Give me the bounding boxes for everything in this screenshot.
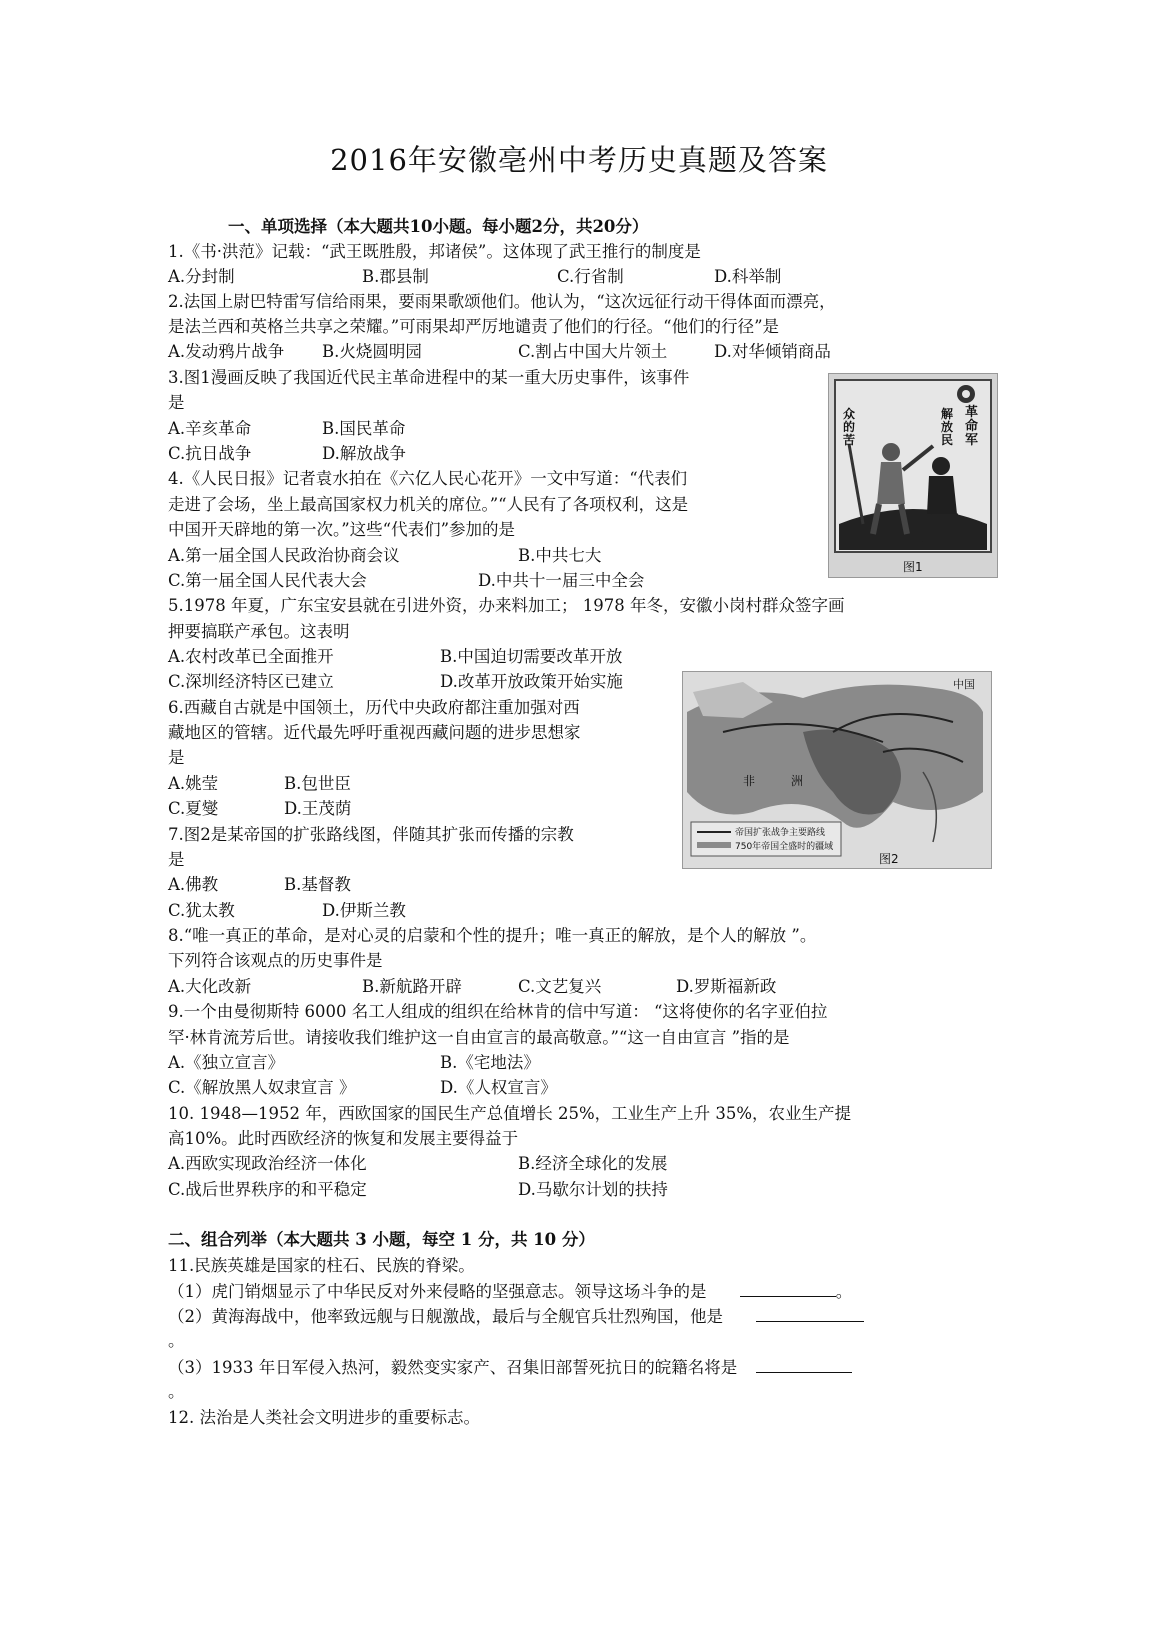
q5-option-d: D.改革开放政策开始实施 xyxy=(440,672,623,691)
q1-option-b: B.郡县制 xyxy=(362,267,429,286)
q4-stem-line1: 4.《人民日报》记者袁水拍在《六亿人民心花开》一文中写道：“代表们 xyxy=(168,469,688,488)
q11-part3-blank[interactable] xyxy=(756,1356,852,1373)
q2-option-b: B.火烧圆明园 xyxy=(322,342,422,361)
q1-stem: 1.《书·洪范》记载：“武王既胜殷，邦诸侯”。这体现了武王推行的制度是 xyxy=(168,242,701,261)
figure2-legend-2: 750年帝国全盛时的疆域 xyxy=(735,842,834,852)
q11-part2 xyxy=(168,1305,864,1328)
q6-stem-line3: 是 xyxy=(168,748,185,767)
q10-stem-line1: 10. 1948—1952 年，西欧国家的国民生产总值增长 25%，工业生产上升 35%，农业生产提 xyxy=(168,1104,852,1123)
q8-option-a: A.大化改新 xyxy=(168,977,252,996)
figure1-slogan-mid: 解放民 xyxy=(941,407,954,447)
q11-part1-blank[interactable] xyxy=(740,1280,836,1297)
q11-part3-text: （3）1933 年日军侵入热河，毅然变实家产、召集旧部誓死抗日的皖籍名将是 xyxy=(168,1358,738,1377)
q4-option-a: A.第一届全国人民政治协商会议 xyxy=(168,546,400,565)
q9-option-a: A.《独立宣言》 xyxy=(168,1053,285,1072)
figure1-caption: 图1 xyxy=(903,560,923,574)
figure2-map-illustration xyxy=(683,672,991,868)
q9-option-d: D.《人权宣言》 xyxy=(440,1078,557,1097)
q7-option-d: D.伊斯兰教 xyxy=(322,901,406,920)
section2-heading: 二、组合列举（本大题共 3 小题，每空 1 分，共 10 分） xyxy=(168,1230,595,1249)
q11-stem: 11.民族英雄是国家的柱石、民族的脊梁。 xyxy=(168,1256,475,1275)
q8-stem-line2: 下列符合该观点的历史事件是 xyxy=(168,951,383,970)
q11-part1 xyxy=(168,1280,852,1303)
q6-stem-line2: 藏地区的管辖。近代最先呼吁重视西藏问题的进步思想家 xyxy=(168,723,581,742)
q3-stem-line2: 是 xyxy=(168,393,185,412)
figure2-label-china: 中国 xyxy=(953,678,975,691)
q3-stem-line1: 3.图1漫画反映了我国近代民主革命进程中的某一重大历史事件，该事件 xyxy=(168,368,690,387)
figure1-cartoon xyxy=(828,373,998,578)
q10-option-a: A.西欧实现政治经济一体化 xyxy=(168,1154,367,1173)
q6-stem-line1: 6.西藏自古就是中国领土，历代中央政府都注重加强对西 xyxy=(168,698,580,717)
q2-stem-line1: 2.法国上尉巴特雷写信给雨果，要雨果歌颂他们。他认为，“这次远征行动干得体面而漂亮， xyxy=(168,292,836,311)
q7-stem-line1: 7.图2是某帝国的扩张路线图，伴随其扩张而传播的宗教 xyxy=(168,825,574,844)
q8-option-c: C.文艺复兴 xyxy=(518,977,602,996)
q7-stem-line2: 是 xyxy=(168,850,185,869)
q11-part1-text: （1）虎门销烟显示了中华民反对外来侵略的坚强意志。领导这场斗争的是 xyxy=(168,1282,707,1301)
q11-part2-text: （2）黄海海战中，他率致远舰与日舰激战，最后与全舰官兵壮烈殉国，他是 xyxy=(168,1307,723,1326)
q11-part3-end: 。 xyxy=(168,1382,185,1401)
q4-option-c: C.第一届全国人民代表大会 xyxy=(168,571,367,590)
section1-heading: 一、单项选择（本大题共10小题。每小题2分，共20分） xyxy=(228,217,649,236)
q9-stem-line1: 9.一个由曼彻斯特 6000 名工人组成的组织在给林肯的信中写道： “这将使你的名字亚伯拉 xyxy=(168,1002,828,1021)
q1-option-c: C.行省制 xyxy=(557,267,624,286)
q4-stem-line3: 中国开天辟地的第一次。”这些“代表们”参加的是 xyxy=(168,520,516,539)
q5-option-a: A.农村改革已全面推开 xyxy=(168,647,334,666)
q4-stem-line2: 走进了会场，坐上最高国家权力机关的席位。”“人民有了各项权利，这是 xyxy=(168,495,689,514)
q10-option-d: D.马歇尔计划的扶持 xyxy=(518,1180,668,1199)
q6-option-a: A.姚莹 xyxy=(168,774,219,793)
q5-stem-line1: 5.1978 年夏，广东宝安县就在引进外资，办来料加工； 1978 年冬，安徽小岗村群众签字画 xyxy=(168,596,845,615)
page-title: 2016年安徽亳州中考历史真题及答案 xyxy=(330,143,828,177)
q3-option-d: D.解放战争 xyxy=(322,444,406,463)
q10-stem-line2: 高10%。此时西欧经济的恢复和发展主要得益于 xyxy=(168,1129,519,1148)
q5-stem-line2: 押要搞联产承包。这表明 xyxy=(168,622,350,641)
q10-option-b: B.经济全球化的发展 xyxy=(518,1154,668,1173)
q8-option-b: B.新航路开辟 xyxy=(362,977,462,996)
q11-part2-blank[interactable] xyxy=(756,1305,864,1322)
q9-stem-line2: 罕·林肯流芳后世。请接收我们维护这一自由宣言的最高敬意。”“这一自由宣言 ”指的是 xyxy=(168,1028,790,1047)
q5-option-c: C.深圳经济特区已建立 xyxy=(168,672,334,691)
q3-option-b: B.国民革命 xyxy=(322,419,406,438)
q1-option-a: A.分封制 xyxy=(168,267,235,286)
q11-part2-end: 。 xyxy=(168,1331,185,1350)
q2-stem-line2: 是法兰西和英格兰共享之荣耀。”可雨果却严厉地谴责了他们的行径。“他们的行径”是 xyxy=(168,317,780,336)
q4-option-b: B.中共七大 xyxy=(518,546,602,565)
q1-option-d: D.科举制 xyxy=(714,267,782,286)
q6-option-d: D.王茂荫 xyxy=(284,799,352,818)
q12-stem: 12. 法治是人类社会文明进步的重要标志。 xyxy=(168,1408,480,1427)
q10-option-c: C.战后世界秩序的和平稳定 xyxy=(168,1180,367,1199)
q4-option-d: D.中共十一届三中全会 xyxy=(478,571,645,590)
figure2-legend-1: 帝国扩张战争主要路线 xyxy=(735,828,826,838)
q2-option-a: A.发动鸦片战争 xyxy=(168,342,285,361)
q5-option-b: B.中国迫切需要改革开放 xyxy=(440,647,623,666)
q8-stem-line1: 8.“唯一真正的革命，是对心灵的启蒙和个性的提升；唯一真正的解放，是个人的解放 ”。 xyxy=(168,926,817,945)
figure2-caption: 图2 xyxy=(879,852,899,866)
figure1-slogan-left: 众的苦 xyxy=(843,407,856,447)
q8-option-d: D.罗斯福新政 xyxy=(676,977,777,996)
q11-part3 xyxy=(168,1356,852,1379)
figure2-map xyxy=(682,671,992,869)
figure2-label-africa-1: 非 xyxy=(743,774,756,788)
q3-option-c: C.抗日战争 xyxy=(168,444,252,463)
figure2-label-africa-2: 洲 xyxy=(791,774,804,788)
q7-option-c: C.犹太教 xyxy=(168,901,235,920)
q7-option-a: A.佛教 xyxy=(168,875,219,894)
q6-option-c: C.夏燮 xyxy=(168,799,219,818)
q9-option-b: B.《宅地法》 xyxy=(440,1053,540,1072)
q11-part1-end: 。 xyxy=(835,1282,853,1301)
q2-option-c: C.割占中国大片领土 xyxy=(518,342,668,361)
q2-option-d: D.对华倾销商品 xyxy=(714,342,831,361)
q6-option-b: B.包世臣 xyxy=(284,774,351,793)
q3-option-a: A.辛亥革命 xyxy=(168,419,252,438)
q9-option-c: C.《解放黑人奴隶宣言 》 xyxy=(168,1078,356,1097)
figure1-slogan-right: 革命军 xyxy=(965,405,979,448)
q7-option-b: B.基督教 xyxy=(284,875,351,894)
